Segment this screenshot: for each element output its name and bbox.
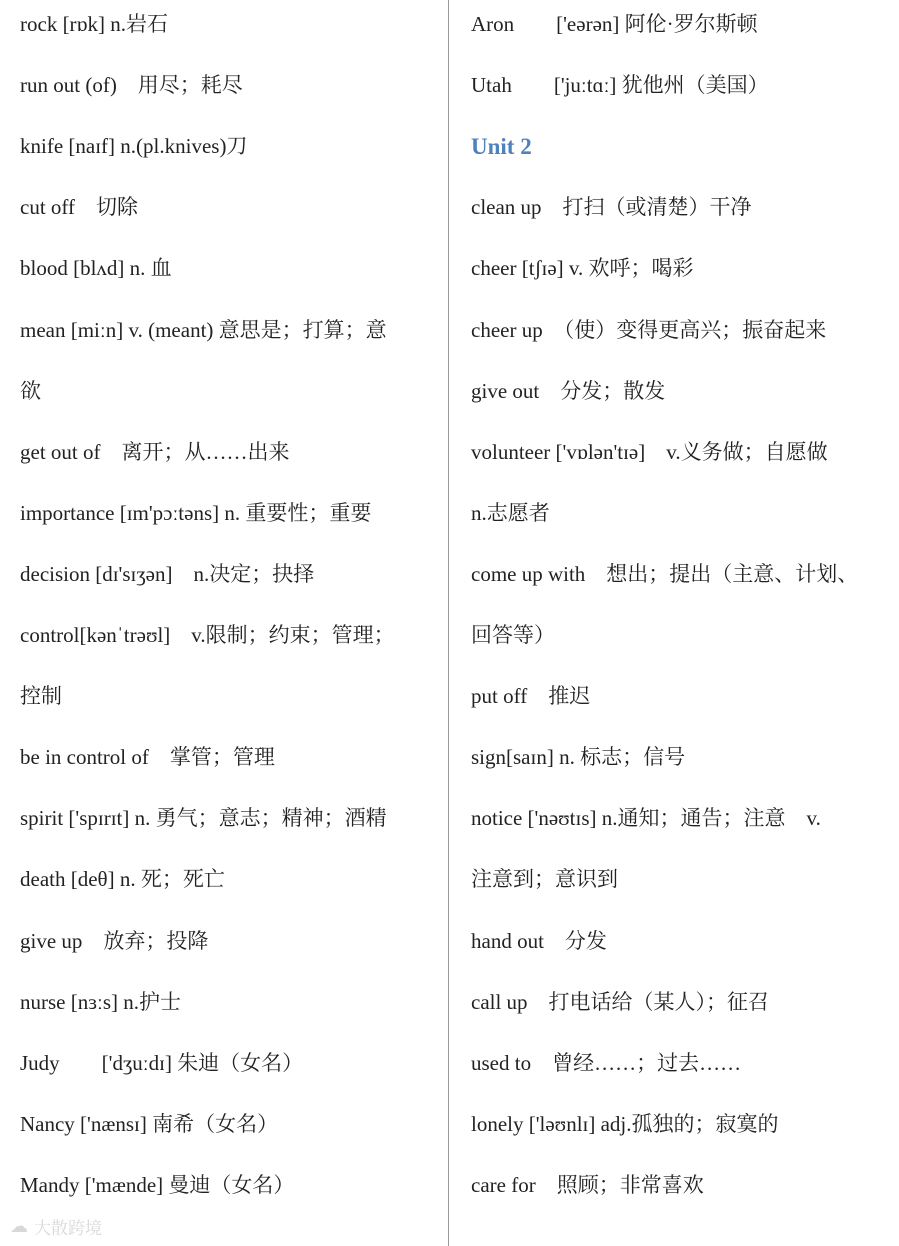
right-vocab-line: hand out 分发 (471, 928, 607, 953)
right-vocab-line: cheer [tʃɪə] v. 欢呼；喝彩 (471, 256, 694, 281)
right-vocab-line: clean up 打扫（或清楚）干净 (471, 195, 752, 220)
left-vocab-line: Mandy ['mænde] 曼迪（女名） (20, 1172, 295, 1197)
right-vocab-line: used to 曾经……；过去…… (471, 1050, 742, 1075)
left-vocab-line: rock [rɒk] n.岩石 (20, 12, 169, 36)
left-vocab-line: 控制 (20, 684, 62, 709)
left-vocab-line: blood [blʌd] n. 血 (20, 256, 172, 281)
right-vocab-line: come up with 想出；提出（主意、计划、 (471, 561, 859, 586)
right-vocab-line: Utah ['juːtɑː] 犹他州（美国） (471, 73, 769, 98)
cloud-logo-icon: ☁ (10, 1216, 28, 1237)
left-vocab-line: decision [dɪ'sɪʒən] n.决定；抉择 (20, 561, 315, 586)
watermark-text: 大散跨境 (34, 1219, 102, 1239)
unit-heading: Unit 2 (471, 134, 532, 160)
left-vocab-line: importance [ɪm'pɔːtəns] n. 重要性；重要 (20, 500, 372, 525)
left-vocab-line: cut off 切除 (20, 195, 139, 220)
left-vocab-line: Nancy ['nænsɪ] 南希（女名） (20, 1111, 279, 1136)
right-vocab-line: 回答等） (471, 623, 555, 647)
right-vocab-line: Aron ['eərən] 阿伦·罗尔斯顿 (471, 12, 758, 36)
left-vocab-line: run out (of) 用尽；耗尽 (20, 73, 243, 98)
right-vocab-line: cheer up （使）变得更高兴；振奋起来 (471, 317, 827, 342)
right-vocab-line: 注意到；意识到 (471, 867, 618, 892)
right-vocab-line: n.志愿者 (471, 500, 550, 525)
left-vocab-line: spirit ['spɪrɪt] n. 勇气；意志；精神；酒精 (20, 806, 387, 831)
right-vocab-line: sign[saɪn] n. 标志；信号 (471, 745, 686, 770)
right-vocab-line: notice ['nəʊtɪs] n.通知；通告；注意 v. (471, 806, 821, 831)
right-vocab-line: lonely ['ləʊnlɪ] adj.孤独的；寂寞的 (471, 1111, 779, 1136)
left-vocab-line: nurse [nɜːs] n.护士 (20, 989, 182, 1014)
right-column (450, 0, 899, 1246)
right-vocab-line: give out 分发；散发 (471, 378, 666, 403)
right-vocab-line: volunteer ['vɒlən'tɪə] v.义务做；自愿做 (471, 439, 828, 464)
column-divider (448, 0, 449, 1246)
left-vocab-line: get out of 离开；从……出来 (20, 439, 290, 464)
left-vocab-line: be in control of 掌管；管理 (20, 745, 275, 770)
left-vocab-line: death [deθ] n. 死；死亡 (20, 867, 225, 892)
right-vocab-line: call up 打电话给（某人）；征召 (471, 989, 770, 1014)
left-vocab-line: mean [miːn] v. (meant) 意思是；打算；意 (20, 317, 387, 342)
left-vocab-line: 欲 (20, 378, 41, 403)
left-column (0, 0, 448, 1246)
watermark (10, 1214, 102, 1239)
left-vocab-line: control[kənˈtrəʊl] v.限制；约束；管理； (20, 623, 395, 647)
right-vocab-line: put off 推迟 (471, 684, 591, 709)
left-vocab-line: Judy ['dʒuːdɪ] 朱迪（女名） (20, 1050, 304, 1075)
left-vocab-line: give up 放弃；投降 (20, 928, 209, 953)
right-vocab-line: care for 照顾；非常喜欢 (471, 1172, 704, 1197)
left-vocab-line: knife [naɪf] n.(pl.knives)刀 (20, 134, 248, 159)
